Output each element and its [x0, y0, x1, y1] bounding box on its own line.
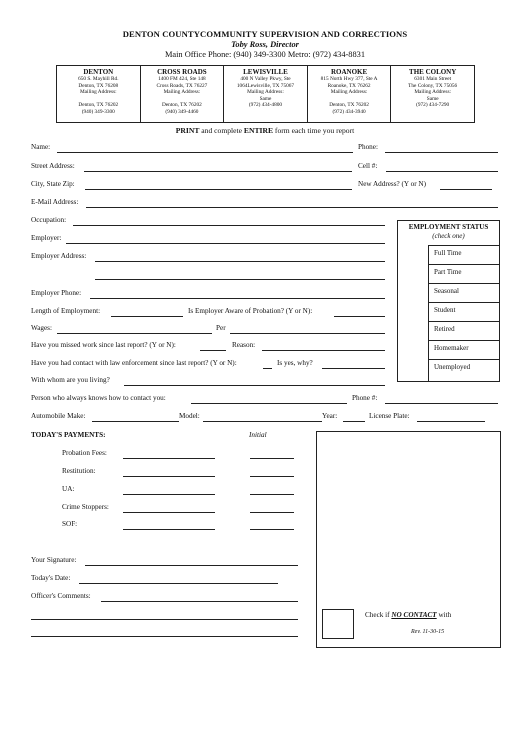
- model-field[interactable]: [203, 421, 322, 422]
- occupation-label: Occupation:: [31, 216, 67, 224]
- office-line: Cross Roads, TX 76227: [156, 82, 208, 89]
- print-word: PRINT: [175, 126, 200, 135]
- license-field[interactable]: [417, 421, 485, 422]
- office-line: Mailing Address:: [163, 89, 201, 96]
- employment-status-title: EMPLOYMENT STATUS: [408, 223, 489, 231]
- length-field[interactable]: [111, 316, 183, 317]
- employer-address-field[interactable]: [95, 261, 385, 262]
- auto-make-label: Automobile Make:: [31, 412, 86, 420]
- wages-label: Wages:: [31, 324, 52, 332]
- office-line: Denton, TX 76202: [78, 102, 119, 109]
- officer-comments-field[interactable]: [101, 601, 298, 602]
- employer-field[interactable]: [66, 243, 385, 244]
- living-label: With whom are you living?: [31, 376, 110, 384]
- status-option-student[interactable]: Student: [428, 302, 499, 321]
- probation-fees-initial[interactable]: [250, 458, 294, 459]
- ua-amount[interactable]: [123, 494, 215, 495]
- new-address-label: New Address? (Y or N): [358, 180, 426, 188]
- auto-make-field[interactable]: [92, 421, 179, 422]
- entire-word: ENTIRE: [243, 126, 274, 135]
- office-line: Same: [259, 95, 272, 102]
- who-knows-label: Person who always knows how to contact you:: [31, 394, 166, 402]
- office-line: Roanoke, TX 76262: [327, 82, 371, 89]
- employment-status-subtitle: (check one): [432, 231, 465, 240]
- initial-label: Initial: [249, 431, 267, 439]
- officer-comments-line-2[interactable]: [31, 619, 298, 620]
- cell-field[interactable]: [386, 171, 498, 172]
- phone2-label: Phone #:: [352, 394, 378, 402]
- sof-amount[interactable]: [123, 529, 215, 530]
- contact-label: Have you had contact with law enforcement since last report? (Y or N):: [31, 359, 237, 367]
- occupation-field[interactable]: [73, 225, 385, 226]
- office-line: Denton, TX 76202: [329, 102, 369, 109]
- employer-label: Employer:: [31, 234, 62, 242]
- office-line: 815 North Hwy 377, Ste A: [320, 76, 378, 82]
- name-label: Name:: [31, 143, 51, 151]
- model-label: Model:: [179, 412, 200, 420]
- office-line: 650 S. Mayhill Rd.: [78, 76, 119, 82]
- status-option-retired[interactable]: Retired: [428, 321, 499, 340]
- revision-date: Rev. 11-30-15: [411, 629, 445, 635]
- office-line: Denton, TX 76208: [78, 82, 119, 89]
- employer-address-field-2[interactable]: [95, 279, 385, 280]
- phone-field[interactable]: [385, 152, 498, 153]
- crime-stoppers-amount[interactable]: [123, 512, 215, 513]
- office-line: [57, 96, 140, 103]
- office-line: (972) 434-3940: [332, 108, 366, 115]
- office-line: (972) 434-4800: [248, 102, 283, 109]
- office-the-colony: [391, 66, 474, 122]
- office-name: CROSS ROADS: [157, 68, 207, 76]
- office-line: [391, 109, 474, 116]
- no-contact-emphasis: NO CONTACT: [391, 611, 437, 619]
- per-label: Per: [216, 324, 226, 332]
- email-field[interactable]: [86, 207, 498, 208]
- yes-why-label: Is yes, why?: [277, 359, 313, 367]
- signature-label: Your Signature:: [31, 556, 77, 564]
- office-name: DENTON: [83, 68, 114, 76]
- ua-label: UA:: [62, 485, 75, 493]
- officer-comments-line-3[interactable]: [31, 636, 298, 637]
- payments-title: TODAY'S PAYMENTS:: [31, 431, 106, 439]
- wages-field[interactable]: [57, 333, 212, 334]
- date-field[interactable]: [79, 583, 278, 584]
- office-line: The Colony, TX 75056: [408, 82, 458, 89]
- sof-initial[interactable]: [250, 529, 294, 530]
- aware-label: Is Employer Aware of Probation? (Y or N):: [188, 307, 313, 315]
- street-field[interactable]: [84, 171, 352, 172]
- instr-mid: and complete: [199, 126, 244, 135]
- city-field[interactable]: [85, 189, 352, 190]
- employer-address-label: Employer Address:: [31, 252, 87, 260]
- probation-fees-amount[interactable]: [123, 458, 215, 459]
- office-line: Same: [426, 95, 439, 102]
- office-line: Mailing Address:: [414, 89, 451, 96]
- employer-phone-field[interactable]: [90, 298, 385, 299]
- year-label: Year:: [322, 412, 338, 420]
- year-field[interactable]: [343, 421, 365, 422]
- living-field[interactable]: [124, 385, 385, 386]
- office-name: LEWISVILLE: [243, 68, 288, 76]
- employer-phone-label: Employer Phone:: [31, 289, 82, 297]
- office-line: 400 N Valley Pkwy, Ste: [240, 76, 291, 82]
- status-option-homemaker[interactable]: Homemaker: [428, 340, 499, 359]
- license-label: License Plate:: [369, 412, 410, 420]
- officer-comments-label: Officer's Comments:: [31, 592, 91, 600]
- new-address-field[interactable]: [440, 189, 492, 190]
- office-name: ROANOKE: [330, 68, 368, 76]
- crime-stoppers-initial[interactable]: [250, 512, 294, 513]
- signature-field[interactable]: [85, 565, 298, 566]
- who-knows-field[interactable]: [191, 403, 347, 404]
- sof-label: SOF:: [62, 520, 78, 528]
- office-line: Mailing Address:: [247, 89, 284, 96]
- street-label: Street Address:: [31, 162, 75, 170]
- office-line: [141, 96, 224, 103]
- office-line: Mailing Address:: [79, 89, 117, 96]
- office-line: (940) 349-3300: [81, 108, 115, 115]
- per-field[interactable]: [230, 333, 385, 334]
- status-option-unemployed[interactable]: Unemployed: [428, 359, 499, 381]
- office-line: Denton, TX 76202: [162, 102, 202, 109]
- missed-field[interactable]: [200, 350, 226, 351]
- status-option-full-time[interactable]: Full Time: [428, 245, 499, 264]
- contact-field[interactable]: [263, 368, 272, 369]
- reason-field[interactable]: [262, 350, 385, 351]
- probation-fees-label: Probation Fees:: [62, 449, 107, 457]
- director-name: Toby Ross, Director: [231, 40, 299, 49]
- office-line: 1400 FM 424, Ste 148: [158, 76, 206, 82]
- office-line: (940) 349-4460: [165, 108, 199, 115]
- email-label: E-Mail Address:: [31, 198, 79, 206]
- office-denton: [57, 66, 141, 122]
- missed-label: Have you missed work since last report? (Y or N):: [31, 341, 176, 349]
- no-contact-checkbox[interactable]: [322, 609, 354, 639]
- no-contact-text: Check if NO CONTACT with: [365, 611, 452, 619]
- date-label: Today's Date:: [31, 574, 71, 582]
- form-instructions: [0, 126, 530, 135]
- office-table: [56, 65, 475, 123]
- office-roanoke: [308, 66, 392, 122]
- aware-field[interactable]: [334, 316, 385, 317]
- office-line: [308, 96, 391, 103]
- crime-stoppers-label: Crime Stoppers:: [62, 503, 109, 511]
- restitution-initial[interactable]: [250, 476, 294, 477]
- employment-status-box: [397, 220, 500, 382]
- ua-initial[interactable]: [250, 494, 294, 495]
- restitution-amount[interactable]: [123, 476, 215, 477]
- office-line: (972) 434-7290: [416, 102, 450, 109]
- office-cross-roads: [141, 66, 225, 122]
- instr-end: form each time you report: [273, 126, 355, 135]
- city-label: City, State Zip:: [31, 180, 75, 188]
- reason-label: Reason:: [232, 341, 256, 349]
- office-line: [224, 109, 307, 116]
- office-line: Mailing Address:: [330, 89, 368, 96]
- cell-label: Cell #:: [358, 162, 378, 170]
- status-option-seasonal[interactable]: Seasonal: [428, 283, 499, 302]
- office-line: 1064Lewisville, TX 75067: [236, 82, 295, 89]
- name-field[interactable]: [57, 152, 353, 153]
- main-phones: Main Office Phone: (940) 349-3300 Metro: (972) 434-8831: [164, 50, 366, 59]
- phone2-field[interactable]: [385, 403, 498, 404]
- office-lewisville: [224, 66, 308, 122]
- agency-title: DENTON COUNTYCOMMUNITY SUPERVISION AND CORRECTIONS: [122, 29, 408, 39]
- employment-check-column[interactable]: [398, 245, 429, 381]
- phone-label: Phone:: [358, 143, 378, 151]
- office-name: THE COLONY: [409, 68, 457, 76]
- status-option-part-time[interactable]: Part Time: [428, 264, 499, 283]
- yes-why-field[interactable]: [322, 368, 385, 369]
- restitution-label: Restitution:: [62, 467, 96, 475]
- length-label: Length of Employment:: [31, 307, 101, 315]
- office-line: 6301 Main Street: [414, 76, 452, 82]
